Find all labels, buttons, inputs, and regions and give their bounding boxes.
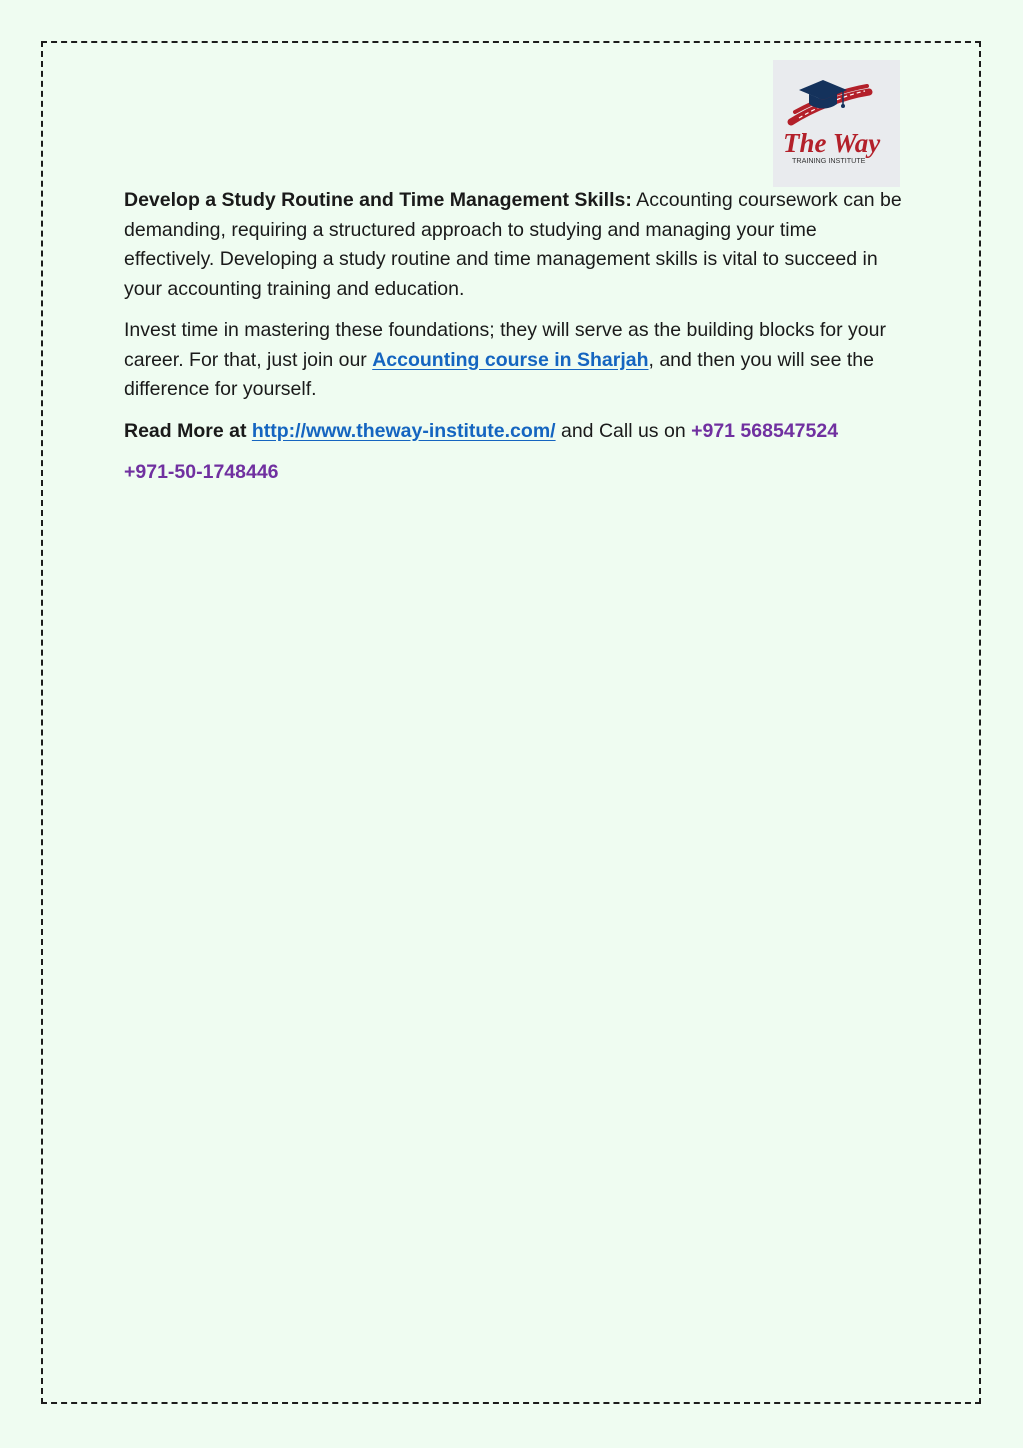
paragraph-text: Accounting coursework can be demanding, requiring a structured approach to studying and managing your time effectively. Developing a study routine and time management skills is vital to succeed in your accounting training and education. xyxy=(124,189,902,300)
logo-brand-name: The Way xyxy=(783,128,881,158)
call-us-text: and Call us on xyxy=(555,419,692,442)
paragraph-lead-heading: Develop a Study Routine and Time Management Skills: xyxy=(124,189,632,211)
paragraph-study-routine xyxy=(124,186,904,304)
logo-graphic xyxy=(773,60,900,187)
document-body xyxy=(124,186,904,500)
read-more-line xyxy=(124,417,904,447)
phone-line xyxy=(124,458,904,488)
phone-number-2[interactable]: +971-50-1748446 xyxy=(124,461,279,483)
paragraph-text-after-link: , and then you will see the difference for yourself. xyxy=(124,348,874,400)
accounting-course-link[interactable]: Accounting course in Sharjah xyxy=(372,348,649,371)
logo-tagline: TRAINING INSTITUTE xyxy=(792,156,866,165)
website-link[interactable]: http://www.theway-institute.com/ xyxy=(251,419,556,442)
paragraph-text-before-link: Invest time in mastering these foundations; they will serve as the building blocks for your career. For that, just join our xyxy=(124,319,886,371)
read-more-label: Read More at xyxy=(124,419,247,442)
the-way-logo xyxy=(773,60,900,187)
paragraph-invest-time xyxy=(124,316,904,405)
phone-number-1[interactable]: +971 568547524 xyxy=(691,419,839,442)
